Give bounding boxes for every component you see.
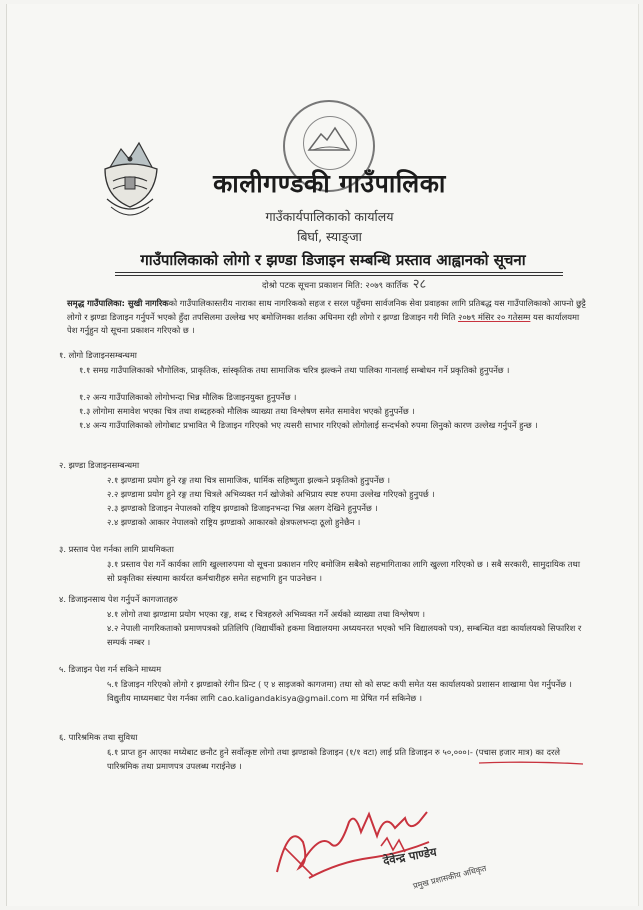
publication-date-handwritten: २८ (412, 277, 427, 292)
list-item: ५.१ डिजाइन गरिएको लोगो र झण्डाको रंगीन प्रिन्ट ( ए ४ साइजको कागजमा) तथा सो को सफ्ट कपी समेत यस कार्यालयको प्रशासन शाखामा पेश गर्नुपर्नेछ । विद्युतीय माध्यमबाट पेश गर्नका लागि cao.kaligandakisya@gmail.com मा प्रेषित गर्न सकिनेछ । (107, 679, 572, 703)
section-heading: २. झण्डा डिजाइनसम्बन्धमा (59, 460, 140, 470)
list-item: १.२ अन्य गाउँपालिकाको लोगोभन्दा भिन्न मौलिक डिजाइनयुक्त हुनुपर्नेछ । (79, 392, 297, 402)
section-heading: ३. प्रस्ताव पेश गर्नका लागि प्राथमिकता (59, 544, 174, 554)
publication-line (262, 274, 426, 292)
list-item: २.२ झण्डामा प्रयोग हुने रङ्ग तथा चित्रले अभिव्यक्त गर्न खोजेको अभिप्राय स्पष्ट रुपमा उल्लेख गरिएको हुनुपर्छ । (107, 489, 435, 499)
intro-text-b: यस कार्यालयमा पेश गर्नुहुन यो सूचना प्रकाशन गरिएको छ । (67, 311, 580, 336)
publication-date-text: दोश्रो पटक सूचना प्रकाशन मिति: २०७९ कार्तिक (262, 281, 409, 291)
list-item: १.१ समग्र गाउँपालिकाको भौगोलिक, प्राकृतिक, सांस्कृतिक तथा सामाजिक चरित्र झल्कने तथा पालिका गानलाई सम्बोधन गर्ने प्रकृतिको हुनुपर्नेछ । (79, 365, 510, 375)
letter-page (6, 4, 639, 906)
list-item: २.१ झण्डामा प्रयोग हुने रङ्ग तथा चित्र सामाजिक, धार्मिक सहिष्णुता झल्कने प्रकृतिको हुनुपर्नेछ । (107, 475, 391, 485)
municipality-emblem-icon (99, 137, 161, 223)
deadline-date: २०७९ मंसिर २० गतेसम्म (458, 311, 531, 322)
office-address: बिर्घा, स्याङ्जा (297, 229, 362, 244)
red-pen-underline (477, 759, 587, 767)
list-item: १.३ लोगोमा समावेश भएका चित्र तथा शब्दहरुको मौलिक व्याख्या तथा विश्लेषण समेत समावेश भएको हुनुपर्नेछ । (79, 406, 415, 416)
list-item: ४.२ नेपाली नागरिकताको प्रमाणपत्रको प्रतिलिपि (विद्यार्थीको हकमा विद्यालयमा अध्ययनरत भएको भनि विद्यालयको पत्र), सम्बन्धित वडा कार्यालयको सिफारिश र सम्पर्क नम्बर । (107, 623, 582, 647)
list-item: १.४ अन्य गाउँपालिकाको लोगोबाट प्रभावित भै डिजाइन गरिएको भए त्यसरी साभार गरिएको लोगोलाई सन्दर्भको रुपमा लिनुको कारण उल्लेख गर्नुपर्ने हुन्छ । (79, 420, 538, 430)
list-item: ३.१ प्रस्ताव पेश गर्ने कार्यका लागि खुल्लारुपमा यो सूचना प्रकाशन गरिए बमोजिम सबैको सहभागिताका लागि खुल्ला गरिएको छ । सबै सरकारी, सामुदायिक तथा सो प्रकृतिका संस्थामा कार्यरत कर्मचारीहरु समेत सहभागि हुन पाउनेछन । (107, 559, 580, 583)
seal-mountain-icon (307, 124, 351, 154)
section-heading: ४. डिजाइनसाथ पेश गर्नुपर्ने कागजातहरु (59, 594, 178, 604)
signatory-name: देवेन्द्र पाण्डेय (382, 844, 438, 868)
list-item: २.३ झण्डाको डिजाइन नेपालको राष्ट्रिय झण्डाको डिजाइनभन्दा भिन्न अलग देखिने हुनुपर्नेछ । (107, 503, 378, 513)
intro-paragraph (67, 297, 587, 338)
section-heading: ५. डिजाइन पेश गर्न सकिने माध्यम (59, 664, 162, 674)
list-item: ६.१ प्राप्त हुन आएका मध्येबाट छनौट हुने सर्वोत्कृष्ट लोगो तथा झण्डाको डिजाइन (१/१ वटा) लाई प्रति डिजाइन रु ५०,०००।- (पचास हजार मात्र) का दरले पारिश्रमिक तथा प्रमाणपत्र उपलब्ध गराईनेछ । (107, 747, 561, 771)
slogan: समृद्ध गाउँपालिका: सुखी नागरिक (67, 298, 169, 308)
section-heading: ६. पारिश्रमिक तथा सुविधा (59, 732, 138, 742)
intro-text-a: को गाउँपालिकास्तरीय नाराका साथ नागरिकको सहज र सरल पहुँचमा सार्वजनिक सेवा प्रवाहका लागि प्रतिबद्ध यस गाउँपालिकाको आफ्नो छुट्टै लोगो र झण्डा डिजाइन गर्नुपर्ने भएको हुँदा तपसिलमा उल्लेख भए बमोजिमका शर्तका अधिनमा रही लोगो र झण्डा डिजाइन गरी मिति (67, 298, 586, 322)
list-item: ४.१ लोगो तथा झण्डामा प्रयोग भएका रङ्ग, शब्द र चित्रहरुले अभिव्यक्त गर्ने अर्थको व्याख्या तथा विश्लेषण । (107, 609, 426, 619)
list-item: २.४ झण्डाको आकार नेपालको राष्ट्रिय झण्डाको आकारको क्षेत्रफलभन्दा ठूलो हुनेछैन । (107, 517, 361, 527)
signatory-title: प्रमुख प्रशासकीय अधिकृत (412, 863, 488, 891)
office-name: गाउँकार्यपालिकाको कार्यालय (265, 209, 394, 224)
notice-title: गाउँपालिकाको लोगो र झण्डा डिजाइन सम्बन्धि प्रस्ताव आह्वानको सूचना (140, 251, 526, 269)
organization-name: कालीगण्डकी गाउँपालिका (213, 169, 446, 198)
section-heading: १. लोगो डिजाइनसम्बन्धमा (59, 350, 137, 360)
